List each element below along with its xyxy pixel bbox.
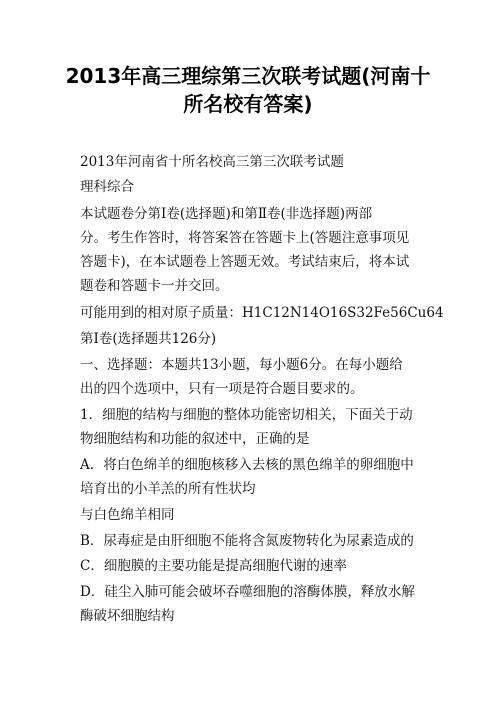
option-a: 与白色绵羊相同: [80, 507, 175, 523]
subject-name: 理科综合: [80, 179, 134, 195]
option-d: D．硅尘入肺可能会破坏吞噬细胞的溶酶体膜，释放水解: [80, 584, 415, 600]
question-stem: 1．细胞的结构与细胞的整体功能密切相关，下面关于动: [80, 407, 413, 423]
section-heading: 第Ⅰ卷(选择题共126分): [80, 331, 217, 347]
instructions-line: 题卷和答题卡一并交回。: [80, 278, 229, 294]
section-instructions: 出的四个选项中，只有一项是符合题目要求的。: [80, 381, 364, 397]
document-title-line-1: 2013年高三理综第三次联考试题(河南十: [65, 64, 431, 88]
section-instructions: 一、选择题：本题共13小题，每小题6分。在每小题给: [80, 357, 403, 373]
option-a: A．将白色绵羊的细胞核移入去核的黑色绵羊的卵细胞中: [80, 457, 414, 473]
atomic-mass-line: 可能用到的相对原子质量：H1C12N14O16S32Fe56Cu64: [80, 305, 444, 321]
option-c: C．细胞膜的主要功能是提高细胞代谢的速率: [80, 558, 347, 574]
document-title-line-2: 所名校有答案): [183, 92, 313, 116]
instructions-line: 答题卡)，在本试题卷上答题无效。考试结束后，将本试: [80, 254, 410, 270]
instructions-line: 分。考生作答时，将答案答在答题卡上(答题注意事项见: [80, 230, 410, 246]
option-a: 培育出的小羊羔的所有性状均: [80, 481, 256, 497]
option-b: B．尿毒症是由肝细胞不能将含氮废物转化为尿素造成的: [80, 533, 414, 549]
exam-name: 2013年河南省十所名校高三第三次联考试题: [80, 154, 344, 170]
instructions-line: 本试题卷分第Ⅰ卷(选择题)和第Ⅱ卷(非选择题)两部: [80, 206, 373, 222]
question-stem: 物细胞结构和功能的叙述中，正确的是: [80, 431, 310, 447]
option-d: 酶破坏细胞结构: [80, 608, 175, 624]
